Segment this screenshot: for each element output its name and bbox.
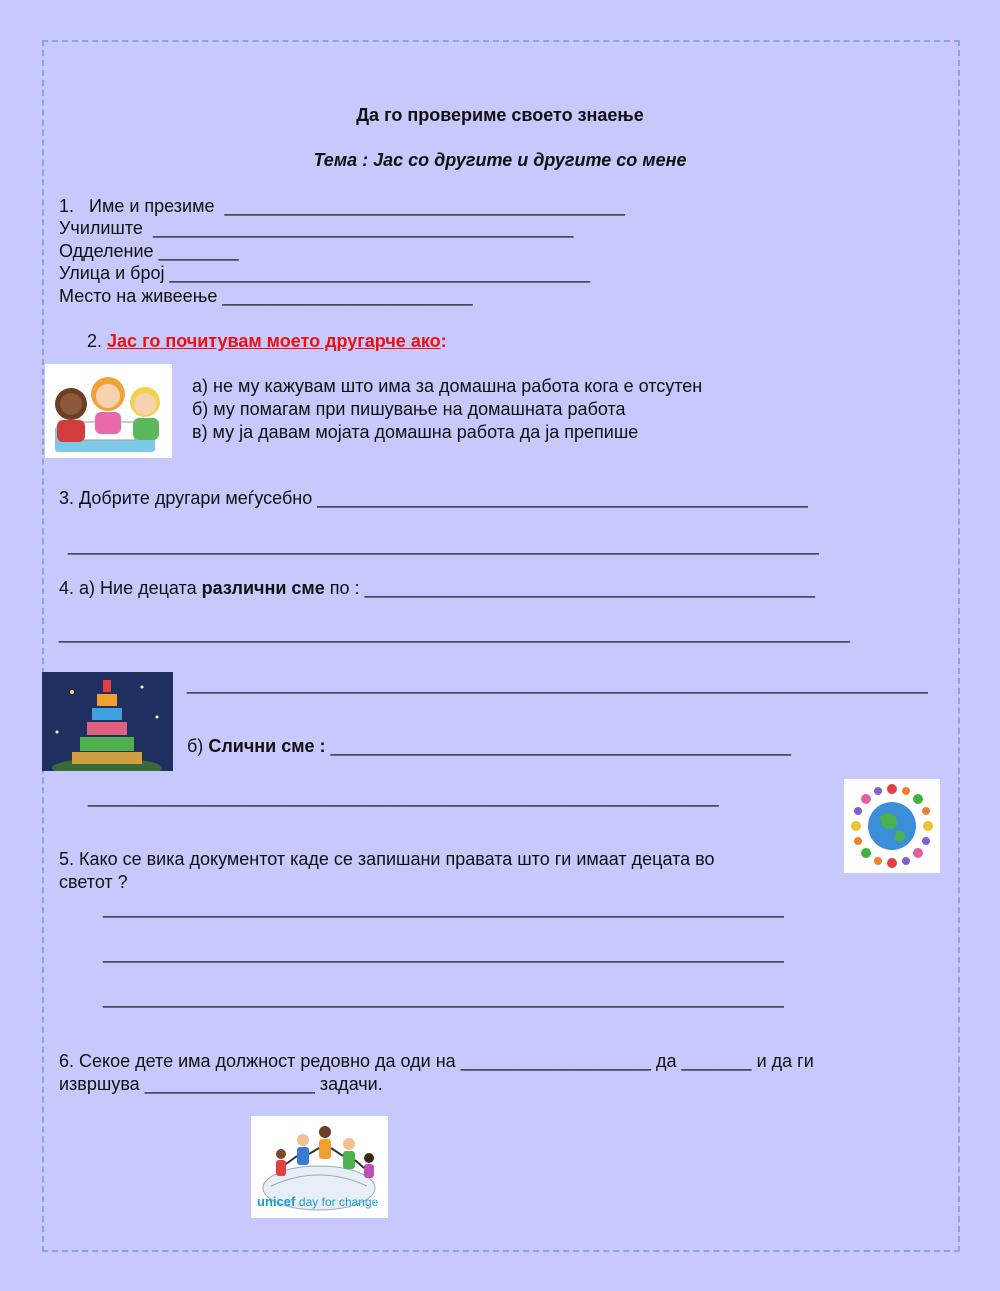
q5-blank-2[interactable]: ____________________________________________________________________ xyxy=(103,943,784,963)
q3-row xyxy=(59,487,808,509)
q1-class-row xyxy=(59,240,239,262)
children-reading-image xyxy=(45,364,172,458)
unicef-logo-image xyxy=(251,1116,388,1218)
q4a-blank-1[interactable]: _____________________________________________ xyxy=(364,578,816,598)
q3-blank-1[interactable]: _________________________________________________ xyxy=(317,488,808,508)
q1-street-label: Улица и број xyxy=(59,263,165,283)
q5-line-2: светот ? xyxy=(59,872,128,892)
q4a-blank-2[interactable]: _______________________________________________________________________________ xyxy=(59,623,850,643)
q2-option-b[interactable]: б) му помагам при пишување на домашната работа xyxy=(192,399,626,419)
q6-blank-1[interactable]: ___________________ xyxy=(460,1051,651,1071)
q4a-prefix: 4. а) Ние децата xyxy=(59,578,197,598)
q6-blank-3[interactable]: _________________ xyxy=(144,1074,315,1094)
q6-text-3: и да ги xyxy=(756,1051,814,1071)
q1-class-label: Одделение xyxy=(59,241,154,261)
q2-option-c[interactable]: в) му ја давам мојата домашна работа да ја препише xyxy=(192,422,639,442)
q4a-row xyxy=(59,577,815,599)
children-around-globe-image xyxy=(844,779,940,873)
q6-text-5: задачи. xyxy=(319,1074,383,1094)
unicef-brand: unicef xyxy=(257,1194,296,1209)
q6-text-1: 6. Секое дете има должност редовно да оди на xyxy=(59,1051,456,1071)
q1-class-blank[interactable]: ________ xyxy=(158,241,239,261)
q2-heading xyxy=(87,330,447,352)
q4b-row xyxy=(187,735,791,757)
q3-blank-2[interactable]: ___________________________________________________________________________ xyxy=(68,535,819,555)
children-pyramid-image xyxy=(42,672,173,771)
q6-line-2 xyxy=(59,1073,383,1095)
unicef-logo-text xyxy=(257,1194,378,1209)
q6-blank-2[interactable]: _______ xyxy=(681,1051,752,1071)
q1-place-blank[interactable]: _________________________ xyxy=(222,286,473,306)
q4a-blank-3[interactable]: __________________________________________________________________________ xyxy=(187,674,928,694)
q6-text-2: да xyxy=(655,1051,677,1071)
unicef-tagline: day for change xyxy=(298,1195,379,1209)
q1-street-row xyxy=(59,262,590,284)
q4b-blank-2[interactable]: _______________________________________________________________ xyxy=(88,787,719,807)
q1-school-blank[interactable]: __________________________________________ xyxy=(152,218,574,238)
q1-school-label: Училиште xyxy=(59,218,143,238)
q1-place-label: Место на живеење xyxy=(59,286,218,306)
q1-name-row xyxy=(59,195,625,217)
q6-text-4: извршува xyxy=(59,1074,140,1094)
q1-place-row xyxy=(59,285,473,307)
page-title: Да го провериме своето знаење xyxy=(356,105,644,125)
q4a-suffix: по : xyxy=(329,578,360,598)
q4b-bold: Слични сме : xyxy=(208,736,326,756)
q5-blank-3[interactable]: ____________________________________________________________________ xyxy=(103,988,784,1008)
page-subtitle: Тема : Јас со другите и другите со мене xyxy=(313,150,687,170)
q2-prompt: Јас го почитувам моето другарче ако xyxy=(107,331,441,351)
q2-colon: : xyxy=(440,331,447,351)
q1-name-blank[interactable]: ________________________________________ xyxy=(224,196,625,216)
q5-blank-1[interactable]: ____________________________________________________________________ xyxy=(103,898,784,918)
q1-number: 1. xyxy=(59,196,75,216)
q2-option-a[interactable]: а) не му кажувам што има за домашна работа кога е отсутен xyxy=(192,376,703,396)
q3-text: 3. Добрите другари меѓусебно xyxy=(59,488,313,508)
q1-school-row xyxy=(59,217,573,239)
q5-line-1: 5. Како се вика документот каде се запишани правата што ги имаат децата во xyxy=(59,849,715,869)
q6-line-1 xyxy=(59,1050,814,1072)
q2-number: 2. xyxy=(87,331,103,351)
q1-name-label: Име и презиме xyxy=(89,196,215,216)
q4b-prefix: б) xyxy=(187,736,204,756)
q1-street-blank[interactable]: __________________________________________ xyxy=(169,263,590,283)
q4b-blank[interactable]: ______________________________________________ xyxy=(330,736,792,756)
q4a-bold: различни сме xyxy=(201,578,325,598)
